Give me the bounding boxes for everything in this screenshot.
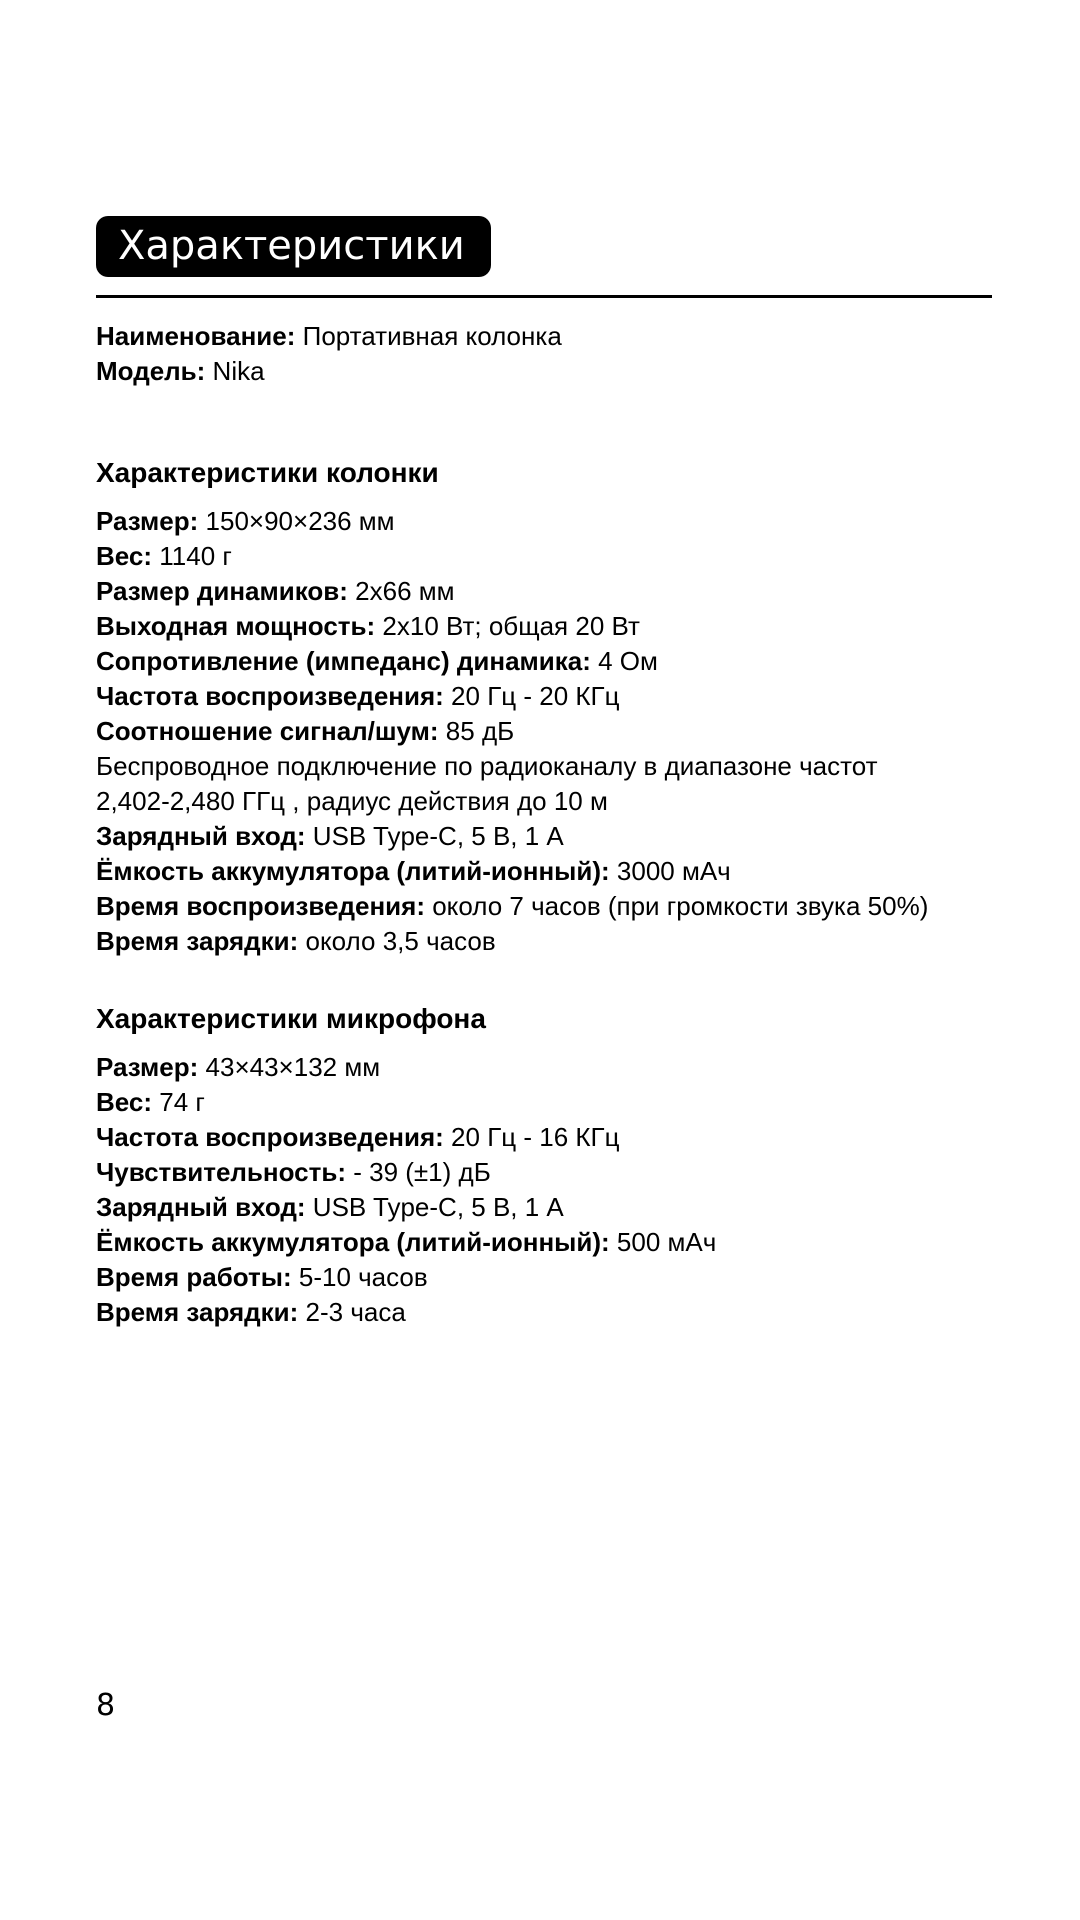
spec-value: 20 Гц - 16 КГц [443, 1122, 620, 1152]
spec-page [96, 216, 992, 1330]
spec-label: Частота воспроизведения: [96, 1122, 444, 1152]
spec-label: Время работы: [96, 1262, 292, 1292]
spec-value: USB Type-C, 5 В, 1 А [305, 1192, 564, 1222]
spec-value: 2x66 мм [347, 576, 455, 606]
page-number: 8 [96, 1688, 116, 1723]
spec-row [96, 889, 992, 924]
spec-label: Размер: [96, 506, 199, 536]
spec-row [96, 679, 992, 714]
spec-value: около 3,5 часов [298, 926, 496, 956]
microphone-spec-list [96, 1050, 992, 1330]
spec-row [96, 1295, 992, 1330]
spec-row-name [96, 319, 992, 354]
spec-row [96, 714, 992, 749]
spec-value: 2x10 Вт; общая 20 Вт [375, 611, 640, 641]
spec-label: Время зарядки: [96, 926, 299, 956]
spec-row [96, 924, 992, 959]
microphone-section-heading: Характеристики микрофона [96, 1003, 486, 1034]
spec-value: около 7 часов (при громкости звука 50%) [425, 891, 929, 921]
spec-row [96, 1155, 992, 1190]
spec-row [96, 854, 992, 889]
spec-label: Частота воспроизведения: [96, 681, 444, 711]
spec-value: 2-3 часа [298, 1297, 406, 1327]
spec-value: Nika [205, 356, 265, 386]
spec-row [96, 504, 992, 539]
spec-value: 20 Гц - 20 КГц [443, 681, 620, 711]
spec-value: USB Type-C, 5 В, 1 А [305, 821, 564, 851]
spec-label: Ёмкость аккумулятора (литий-ионный): [96, 856, 610, 886]
spec-row [96, 574, 992, 609]
spec-value: - 39 (±1) дБ [346, 1157, 491, 1187]
spec-label: Ёмкость аккумулятора (литий-ионный): [96, 1227, 610, 1257]
title-divider [96, 295, 992, 298]
spec-row [96, 1085, 992, 1120]
spec-label: Наименование: [96, 321, 296, 351]
spec-row [96, 1260, 992, 1295]
spec-row [96, 609, 992, 644]
spec-row [96, 819, 992, 854]
speaker-section-heading: Характеристики колонки [96, 457, 439, 488]
spec-row-model [96, 354, 992, 389]
spec-row [96, 539, 992, 574]
spec-label: Выходная мощность: [96, 611, 376, 641]
speaker-spec-list [96, 504, 992, 959]
spec-value: Портативная колонка [295, 321, 562, 351]
spec-value: 500 мАч [609, 1227, 717, 1257]
spec-label: Время зарядки: [96, 1297, 299, 1327]
spec-label: Зарядный вход: [96, 821, 306, 851]
spec-value: 85 дБ [438, 716, 515, 746]
product-info [96, 319, 992, 389]
spec-label: Вес: [96, 1087, 153, 1117]
wireless-info-line-2: 2,402-2,480 ГГц , радиус действия до 10 м [96, 786, 608, 816]
spec-label: Время воспроизведения: [96, 891, 425, 921]
spec-value: 150×90×236 мм [198, 506, 395, 536]
spec-row [96, 1225, 992, 1260]
spec-row [96, 644, 992, 679]
spec-label: Соотношение сигнал/шум: [96, 716, 439, 746]
wireless-info-line-1: Беспроводное подключение по радиоканалу в диапазоне частот [96, 751, 878, 781]
spec-row [96, 1190, 992, 1225]
spec-label: Вес: [96, 541, 153, 571]
spec-label: Размер динамиков: [96, 576, 348, 606]
spec-row [96, 1050, 992, 1085]
spec-label: Чувствительность: [96, 1157, 346, 1187]
spec-label: Сопротивление (импеданс) динамика: [96, 646, 591, 676]
page-title: Характеристики [96, 216, 491, 277]
spec-row [96, 1120, 992, 1155]
spec-value: 3000 мАч [609, 856, 731, 886]
spec-label: Модель: [96, 356, 206, 386]
spec-label: Размер: [96, 1052, 199, 1082]
spec-label: Зарядный вход: [96, 1192, 306, 1222]
spec-value: 43×43×132 мм [198, 1052, 381, 1082]
spec-value: 5-10 часов [291, 1262, 428, 1292]
spec-value: 4 Ом [590, 646, 658, 676]
spec-value: 74 г [152, 1087, 205, 1117]
spec-value: 1140 г [152, 541, 232, 571]
